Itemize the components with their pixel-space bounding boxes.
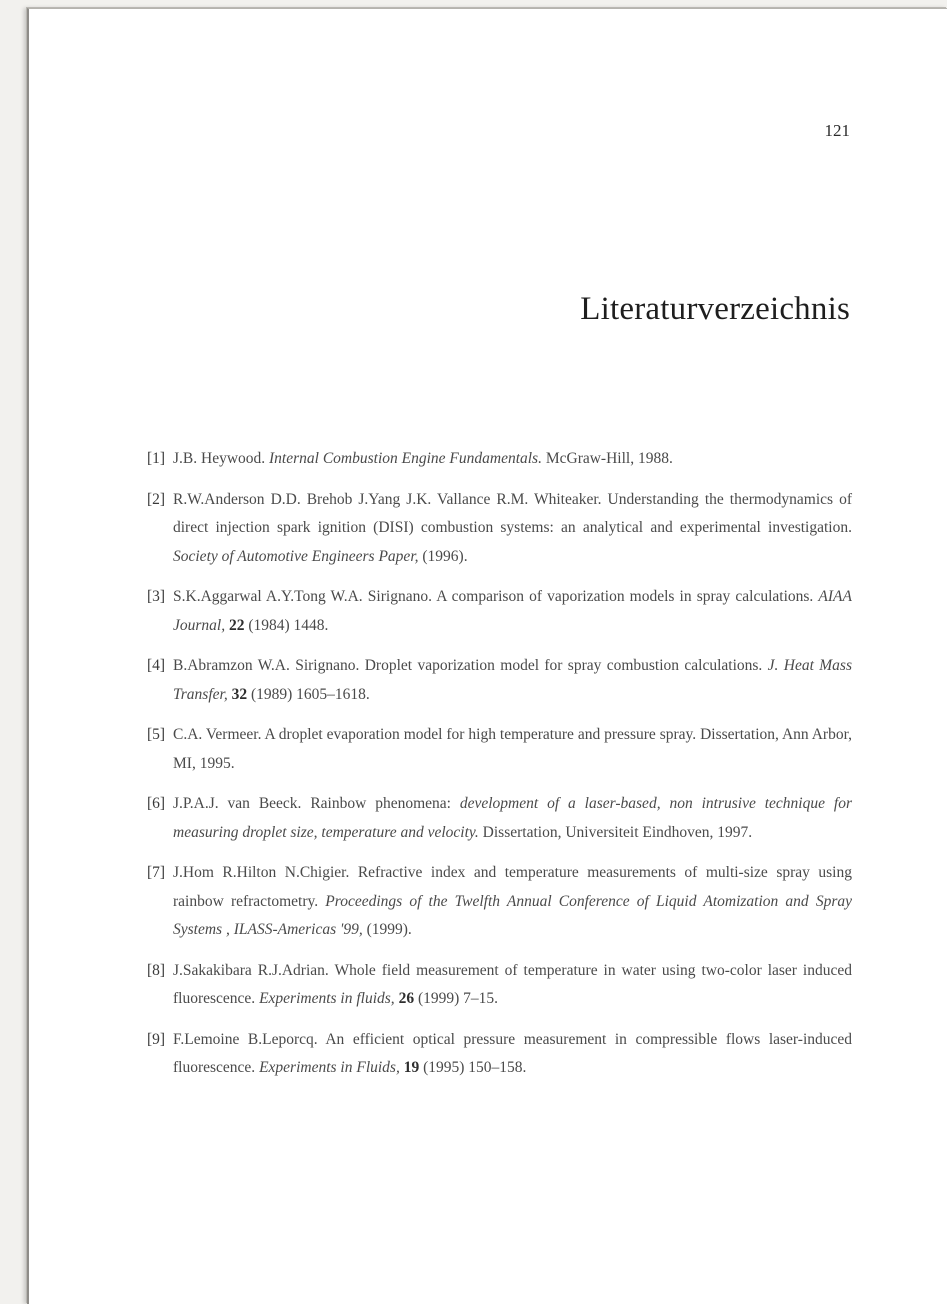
reference-authors: J.Sakakibara R.J.Adrian.: [173, 961, 335, 979]
reference-details: (1995) 150–158.: [419, 1059, 527, 1076]
reference-title: Refractive index and temperature measurements of multi-size spray using rainbow refractometry.: [173, 864, 852, 910]
reference-title: A comparison of vaporization models in spray calculations.: [436, 588, 819, 605]
reference-authors: R.W.Anderson D.D. Brehob J.Yang J.K. Vallance R.M. Whiteaker.: [173, 490, 608, 508]
reference-item: [147, 445, 852, 474]
reference-details: (1989) 1605–1618.: [247, 685, 370, 703]
reference-item: [147, 859, 852, 945]
reference-number: [3]: [147, 588, 166, 605]
reference-details: Dissertation, Ann Arbor, MI, 1995.: [173, 726, 852, 772]
reference-number: [9]: [147, 1030, 166, 1048]
reference-authors: C.A. Vermeer.: [173, 726, 265, 743]
reference-details: Dissertation, Universiteit Eindhoven, 1997.: [478, 823, 753, 841]
reference-source: AIAA Journal,: [173, 588, 852, 634]
document-page: [27, 8, 947, 1304]
reference-authors: J.B. Heywood.: [173, 450, 270, 467]
reference-item: [147, 721, 852, 778]
reference-number: [8]: [147, 961, 166, 979]
reference-title: Understanding the thermodynamics of direct injection spark ignition (DISI) combustion systems: an analytical and experimental investigation.: [173, 490, 852, 536]
reference-title: Rainbow phenomena:: [310, 795, 460, 812]
reference-authors: B.Abramzon W.A. Sirignano.: [173, 657, 365, 674]
reference-volume: 32: [227, 685, 248, 703]
reference-source: Experiments in fluids,: [259, 990, 395, 1007]
reference-text: [173, 957, 852, 1014]
reference-item: [147, 486, 852, 572]
reference-volume: 19: [399, 1059, 420, 1076]
reference-text: [173, 1026, 852, 1083]
reference-authors: J.P.A.J. van Beeck.: [173, 795, 311, 812]
reference-details: (1999) 7–15.: [414, 990, 499, 1007]
reference-number: [2]: [147, 490, 166, 508]
reference-source: J. Heat Mass Transfer,: [173, 657, 852, 703]
page-title: Literaturverzeichnis: [580, 291, 850, 327]
reference-details: (1996).: [418, 547, 468, 565]
reference-item: [147, 652, 852, 709]
reference-text: [173, 652, 852, 709]
reference-authors: F.Lemoine B.Leporcq.: [173, 1030, 326, 1048]
reference-volume: 26: [394, 990, 415, 1007]
reference-source: Society of Automotive Engineers Paper,: [173, 547, 419, 565]
reference-number: [6]: [147, 795, 166, 812]
reference-text: [173, 721, 852, 778]
reference-number: [4]: [147, 657, 166, 674]
reference-title: Droplet vaporization model for spray combustion calculations.: [364, 657, 768, 674]
reference-item: [147, 583, 852, 640]
reference-text: [173, 486, 852, 572]
reference-text: [173, 583, 852, 640]
reference-source: Internal Combustion Engine Fundamentals.: [269, 450, 542, 467]
reference-details: (1999).: [362, 921, 412, 938]
reference-number: [5]: [147, 726, 166, 743]
reference-title: Whole field measurement of temperature in water using two-color laser induced fluorescence.: [173, 961, 852, 1007]
reference-authors: S.K.Aggarwal A.Y.Tong W.A. Sirignano.: [173, 588, 437, 605]
reference-title: An efficient optical pressure measurement in compressible flows laser-induced fluorescence.: [173, 1030, 853, 1076]
reference-source: development of a laser-based, non intrusive technique for measuring droplet size, temperature and velocity.: [173, 795, 852, 841]
reference-list: [147, 445, 852, 1095]
reference-volume: 22: [225, 616, 245, 634]
reference-details: McGraw-Hill, 1988.: [541, 450, 673, 467]
reference-title: A droplet evaporation model for high temperature and pressure spray.: [264, 726, 701, 743]
page-number: 121: [824, 121, 850, 140]
reference-item: [147, 1026, 852, 1083]
reference-number: [1]: [147, 450, 166, 467]
reference-source: Proceedings of the Twelfth Annual Conference of Liquid Atomization and Spray Systems , ILASS-Americas '99,: [173, 892, 852, 938]
reference-text: [173, 790, 852, 847]
reference-authors: J.Hom R.Hilton N.Chigier.: [173, 864, 358, 881]
reference-text: [173, 859, 852, 945]
reference-source: Experiments in Fluids,: [259, 1059, 400, 1076]
reference-item: [147, 790, 852, 847]
reference-item: [147, 957, 852, 1014]
reference-text: [173, 445, 852, 474]
reference-number: [7]: [147, 864, 166, 881]
reference-details: (1984) 1448.: [244, 616, 329, 634]
